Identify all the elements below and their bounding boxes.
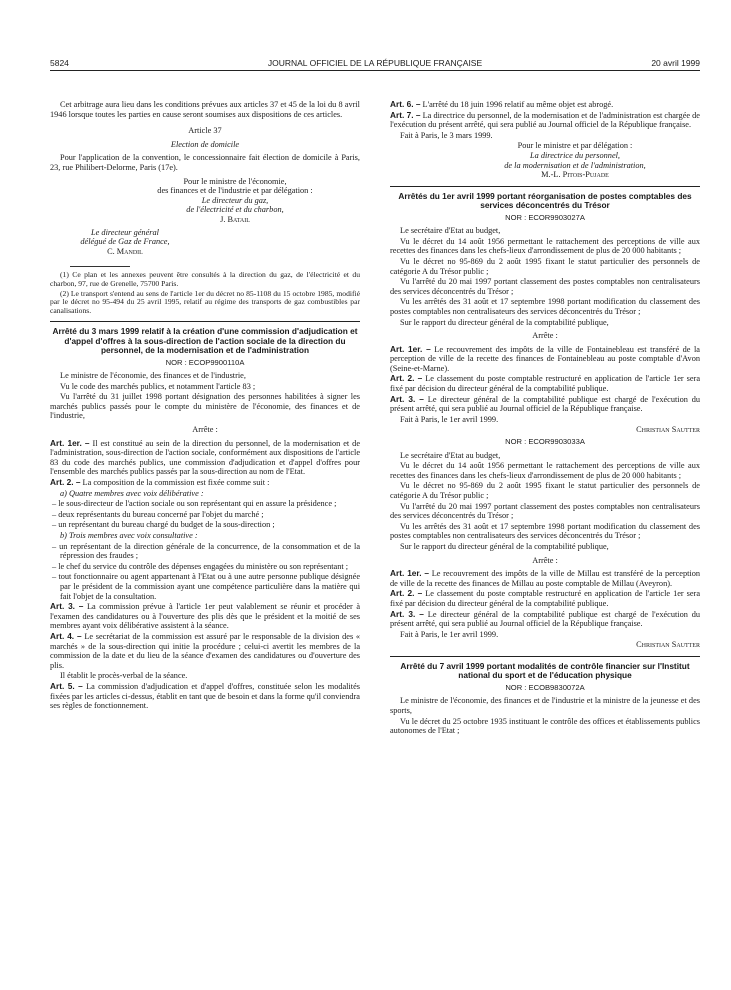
article: Art. 1er. – Il est constitué au sein de la direction du personnel, de la modernisation et de l'administration, sous-direction de l'action sociale, conformément aux dispositions de l'article 83 du code des marchés publics, une commission d'adjudication et d'appel d'offres pour l'ensemble des marchés publics passés par la sous-direction au nom de l'Etat. <box>50 437 361 477</box>
signature-block: Le directeur général délégué de Gaz de France, C. Mandil <box>50 228 200 257</box>
article: Art. 1er. – Le recouvrement des impôts de la ville de Fontainebleau est transféré de la perception de ville de la recette des finances de Fontainebleau au poste comptable d'Avon (Seine-et-Marne). <box>390 343 700 373</box>
article: Art. 6. – L'arrêté du 18 juin 1996 relatif au même objet est abrogé. <box>390 99 614 109</box>
right-column: Art. 6. – L'arrêté du 18 juin 1996 relatif au même objet est abrogé. Art. 7. – La directrice du personnel, de la modernisation et de l'administration est chargée de l'exécution du présent arrêté, qui sera publié au Journal officiel de la République française. Fait à Paris, le 3 mars 1999. Pour le ministre et par délégation : La directrice du personnel, de la modernisation et de l'administration, M.-L. Pitois-Pujade Arrêtés du 1er avril 1999 portant réorganisation de postes comptables des services déconcentrés du Trésor NOR : ECOR9903027A Le secrétaire d'Etat au budget, Vu le décret du 14 août 1956 permettant le rattachement des perceptions de ville aux recettes des finances dans les chefs-lieux d'arrondissement de plus de 20 000 habitants ; Vu le décret no 95-869 du 2 août 1995 fixant le statut particulier des personnels de catégorie A du Trésor public ; Vu l'arrêté du 20 mai 1997 portant classement des postes comptables non centralisateurs des services déconcentrés du Trésor ; Vu les arrêtés des 31 août et 17 septembre 1998 portant modification du classement des postes comptables non centralisateurs des services déconcentrés du Trésor ; Sur le rapport du directeur général de la comptabilité publique, Arrête : Art. 1er. – Le recouvrement des impôts de la ville de Fontainebleau est transféré de la perception de ville de la recette des finances de Fontainebleau au poste comptable d'Avon (Seine-et-Marne). Art. 2. – Le classement du poste comptable restructuré en application de l'article 1er sera fixé par décision du directeur général de la comptabilité publique. Art. 3. – Le directeur général de la comptabilité publique est chargé de l'exécution du présent arrêté, qui sera publié au Journal officiel de la République française. Fait à Paris, le 1er avril 1999. Christian Sautter NOR : ECOR9903033A Le secrétaire d'Etat au budget, Vu le décret du 14 août 1956 permettant le rattachement des perceptions de ville aux recettes des finances dans les chefs-lieux d'arrondissement de plus de 20 000 habitants ; Vu le décret no 95-869 du 2 août 1995 fixant le statut particulier des personnels de catégorie A du Trésor public ; Vu l'arrêté du 20 mai 1997 portant classement des postes comptables non centralisateurs des services déconcentrés du Trésor ; Vu les arrêtés des 31 août et 17 septembre 1998 portant modification du classement des postes comptables non centralisateurs des services déconcentrés du Trésor ; Sur le rapport du directeur général de la comptabilité publique, Arrête : Art. 1er. – Le recouvrement des impôts de la ville de Millau est transféré de la perception de ville de la recette des finances de Millau au poste comptable de Millau (Aveyron). Art. 2. – Le classement du poste comptable restructuré en application de l'article 1er sera fixé par décision du directeur général de la comptabilité publique. Art. 3. – Le directeur général de la comptabilité publique est chargé de l'exécution du présent arrêté, qui sera publié au Journal officiel de la République française. Fait à Paris, le 1er avril 1999. Christian Sautter Arrêté du 7 avril 1999 portant modalités de contrôle financier sur l'Institut national du sport et de l'éducation physique NOR : ECOB9830072A Le ministre de l'économie, des finances et de l'industrie et la ministre de la jeunesse et des sports, Vu le décret du 25 octobre 1935 instituant le contrôle des offices et établissements publics autonomes de l'Etat ; <box>390 99 701 736</box>
section-divider <box>390 186 700 187</box>
list-item: – le chef du service du contrôle des dépenses engagées du ministère ou son représentant ; <box>52 561 349 571</box>
signature-block: Pour le ministre et par délégation : La directrice du personnel, de la modernisation et de l'administration, M.-L. Pitois-Pujade <box>450 141 700 179</box>
article: Art. 1er. – Le recouvrement des impôts de la ville de Millau est transféré de la perception de ville de la recette des finances de Millau au poste comptable de Millau (Aveyron). <box>390 568 700 588</box>
page-number: 5824 <box>50 58 69 68</box>
list-item: – un représentant de la direction générale de la concurrence, de la consommation et de la répression des fraudes ; <box>52 541 360 561</box>
article: Art. 2. – Le classement du poste comptable restructuré en application de l'article 1er sera fixé par décision du directeur général de la comptabilité publique. <box>390 373 700 394</box>
paragraph: Pour l'application de la convention, le concessionnaire fait élection de domicile à Paris, 23, rue Philibert-Delorme, Paris (17e). <box>50 153 360 172</box>
article-subheading: Election de domicile <box>170 139 240 149</box>
article: Art. 2. – Le classement du poste comptable restructuré en application de l'article 1er sera fixé par décision du directeur général de la comptabilité publique. <box>390 588 700 608</box>
article: Art. 4. – Le secrétariat de la commission est assuré par le responsable de la division des « marchés » de la sous-direction qui initie la procédure ; celui-ci avertit les membres de la commission de la date et du lieu de la séance d'examen des candidatures ou d'ouverture des plis. <box>50 630 361 670</box>
signatory-name: M.-L. Pitois-Pujade <box>541 170 609 180</box>
nor-reference: NOR : ECOP9900110A <box>165 357 245 367</box>
nor-reference: NOR : ECOR9903033A <box>505 437 585 447</box>
decree-title: Arrêtés du 1er avril 1999 portant réorganisation de postes comptables des services déconcentrés du Trésor <box>398 190 692 211</box>
paragraph: Cet arbitrage aura lieu dans les conditions prévues aux articles 37 et 45 de la loi du 8 avril 1946 lorsque toutes les parties en cause seront soumises aux dispositions de ces articles. <box>50 100 360 119</box>
signatory-name: J. Batail <box>220 214 250 224</box>
signature-block: Pour le ministre de l'économie, des finances et de l'industrie et par délégation : Le directeur du gaz, de l'électricité et du charbon, J. Batail <box>110 177 360 225</box>
nor-reference: NOR : ECOB9830072A <box>505 682 585 692</box>
article-heading: Article 37 <box>188 126 222 136</box>
left-column: Cet arbitrage aura lieu dans les conditions prévues aux articles 37 et 45 de la loi du 8 avril 1946 lorsque toutes les parties en cause seront soumises aux dispositions de ces articles. Article 37 Election de domicile Pour l'application de la convention, le concessionnaire fait élection de domicile à Paris, 23, rue Philibert-Delorme, Paris (17e). Pour le ministre de l'économie, des finances et de l'industrie et par délégation : Le directeur du gaz, de l'électricité et du charbon, J. Batail Le directeur général délégué de Gaz de France, C. Mandil (1) Ce plan et les annexes peuvent être consultés à la direction du gaz, de l'électricité et du charbon, 97, rue de Grenelle, 75700 Paris. (2) Le transport s'entend au sens de l'article 1er du décret no 85-1108 du 15 octobre 1985, modifié par le décret no 95-494 du 25 avril 1995, relatif au régime des transports de gaz combustibles par canalisations. Arrêté du 3 mars 1999 relatif à la création d'une commission d'adjudication et d'appel d'offres à la sous-direction de l'action sociale de la direction du personnel, de la modernisation et de l'administration NOR : ECOP9900110A Le ministre de l'économie, des finances et de l'industrie, Vu le code des marchés publics, et notamment l'article 83 ; Vu l'arrêté du 31 juillet 1998 portant désignation des personnes habilitées à signer les marchés publics passés pour le compte du ministère de l'économie, des finances et de l'industrie, Arrête : Art. 1er. – Il est constitué au sein de la direction du personnel, de la modernisation et de l'administration, sous-direction de l'action sociale, conformément aux dispositions de l'article 83 du code des marchés publics, une commission d'adjudication et d'appel d'offres pour l'ensemble des marchés publics passés par la sous-direction au nom de l'Etat. Art. 2. – La composition de la commission est fixée comme suit : a) Quatre membres avec voix délibérative : – le sous-directeur de l'action sociale ou son représentant qui en assure la présidence ; – deux représentants du bureau concerné par l'objet du marché ; – un représentant du bureau chargé du budget de la sous-direction ; b) Trois membres avec voix consultative : – un représentant de la direction générale de la concurrence, de la consommation et de la répression des fraudes ; – le chef du service du contrôle des dépenses engagées du ministère ou son représentant ; – tout fonctionnaire ou agent appartenant à l'Etat ou à une autre personne publique désignée par le président de la commission ayant une compétence particulière dans la matière qui fait l'objet de la consultation. Art. 3. – La commission prévue à l'article 1er peut valablement se réunir et procéder à l'examen des candidatures ou à l'ouverture des plis dès que le président et la moitié de ses membres ayant voix délibérative assistent à la séance. Art. 4. – Le secrétariat de la commission est assuré par le responsable de la division des « marchés » de la sous-direction qui initie la procédure ; celui-ci avertit les membres de la commission de la date et du lieu de la séance d'examen des candidatures ou d'ouverture des plis. Il établit le procès-verbal de la séance. Art. 5. – La commission d'adjudication et d'appel d'offres, constituée selon les modalités fixées par les articles ci-dessus, établit en tant que de besoin et dans la forme qu'il conviendra ses règles de fonctionnement. <box>50 100 361 711</box>
decree-title: Arrêté du 7 avril 1999 portant modalités de contrôle financier sur l'Institut national du sport et de l'éducation physique <box>400 660 690 681</box>
nor-reference: NOR : ECOR9903027A <box>505 212 585 222</box>
issue-date: 20 avril 1999 <box>651 58 700 68</box>
article: Art. 3. – Le directeur général de la comptabilité publique est chargé de l'exécution du présent arrêté, qui sera publié au Journal officiel de la République française. <box>390 393 701 414</box>
signatory-name: C. Mandil <box>107 246 143 256</box>
article: Art. 3. – Le directeur général de la comptabilité publique est chargé de l'exécution du présent arrêté, qui sera publié au Journal officiel de la République française. <box>390 608 701 629</box>
list-item: – deux représentants du bureau concerné par l'objet du marché ; <box>52 509 264 519</box>
decree-title: Arrêté du 3 mars 1999 relatif à la création d'une commission d'adjudication et d'appel d'offres à la sous-direction de l'action sociale de la direction du personnel, de la modernisation et de l'administration <box>52 326 358 356</box>
signatory-name: Christian Sautter <box>636 640 700 650</box>
article: Art. 3. – La commission prévue à l'article 1er peut valablement se réunir et procéder à l'examen des candidatures ou à l'ouverture des plis dès que le président et la moitié de ses membres ayant voix délibérative assistent à la séance. <box>50 601 361 631</box>
footnote-rule <box>70 266 130 267</box>
list-item: – le sous-directeur de l'action sociale ou son représentant qui en assure la présidence ; <box>52 499 337 509</box>
footnote: (2) Le transport s'entend au sens de l'article 1er du décret no 85-1108 du 15 octobre 1985, modifié par le décret no 95-494 du 25 avril 1995, relatif au régime des transports de gaz combustibles par canalisations. <box>50 288 360 315</box>
article: Art. 2. – La composition de la commission est fixée comme suit : <box>50 477 270 488</box>
journal-title: JOURNAL OFFICIEL DE LA RÉPUBLIQUE FRANÇAISE <box>267 58 483 68</box>
article: Art. 5. – La commission d'adjudication et d'appel d'offres, constituée selon les modalités fixées par les articles ci-dessus, établit en tant que de besoin et dans la forme qu'il conviendra ses règles de fonctionnement. <box>50 680 360 711</box>
section-divider <box>390 656 700 657</box>
article: Art. 7. – La directrice du personnel, de la modernisation et de l'administration est chargée de l'exécution du présent arrêté, qui sera publié au Journal officiel de la République française. <box>390 109 700 130</box>
section-divider <box>50 321 360 322</box>
page-header <box>50 58 700 71</box>
footnote: (1) Ce plan et les annexes peuvent être consultés à la direction du gaz, de l'électricité et du charbon, 97, rue de Grenelle, 75700 Paris. <box>50 270 360 288</box>
list-item: – tout fonctionnaire ou agent appartenant à l'Etat ou à une autre personne publique désignée par le président de la commission ayant une compétence particulière dans la matière qui fait l'objet de la consultation. <box>52 572 360 601</box>
signatory-name: Christian Sautter <box>636 425 700 435</box>
list-item: – un représentant du bureau chargé du budget de la sous-direction ; <box>52 520 275 530</box>
